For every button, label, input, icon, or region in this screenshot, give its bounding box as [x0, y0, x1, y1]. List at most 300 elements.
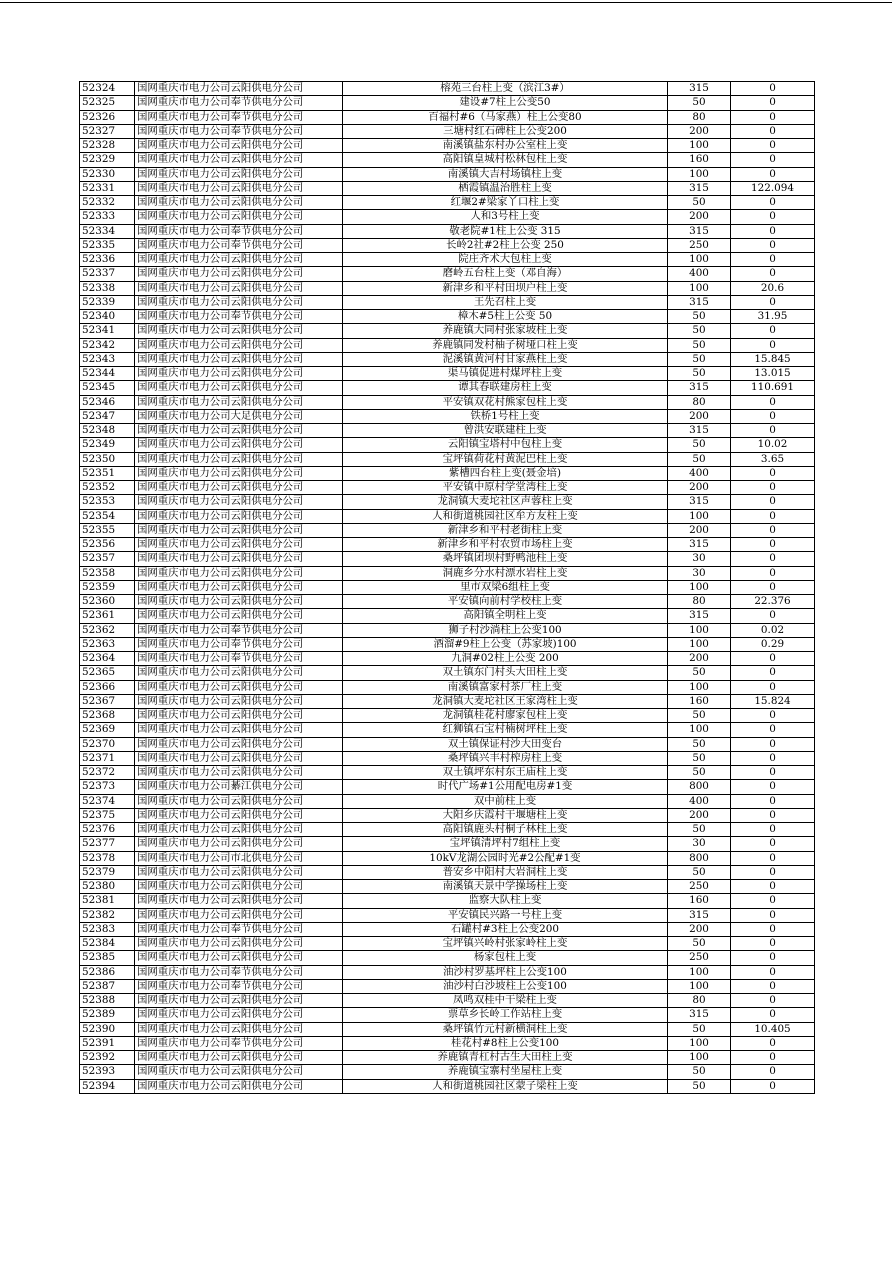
capacity-cell: 200 [668, 808, 731, 822]
capacity-cell: 400 [668, 466, 731, 480]
transformer-name-cell: 龙洞镇大麦坨社区王家湾柱上变 [343, 694, 668, 708]
table-row [80, 523, 815, 537]
row-id-cell: 52370 [80, 737, 135, 751]
value-cell: 0 [731, 1065, 815, 1079]
company-name-cell: 国网重庆市电力公司云阳供电分公司 [135, 210, 343, 224]
row-id-cell: 52326 [80, 110, 135, 124]
transformer-name-cell: 紫槽四台柱上变(聂金培) [343, 466, 668, 480]
transformer-name-cell: 樟木#5柱上公变 50 [343, 310, 668, 324]
table-row [80, 267, 815, 281]
company-name-cell: 国网重庆市电力公司云阳供电分公司 [135, 253, 343, 267]
company-name-cell: 国网重庆市电力公司云阳供电分公司 [135, 894, 343, 908]
table-row [80, 1065, 815, 1079]
transformer-name-cell: 百福村#6（马家燕）柱上公变80 [343, 110, 668, 124]
row-id-cell: 52365 [80, 666, 135, 680]
value-cell: 0 [731, 1079, 815, 1093]
capacity-cell: 100 [668, 580, 731, 594]
value-cell: 110.691 [731, 381, 815, 395]
value-cell: 0 [731, 794, 815, 808]
company-name-cell: 国网重庆市电力公司云阳供电分公司 [135, 566, 343, 580]
table-row [80, 951, 815, 965]
table-row [80, 338, 815, 352]
transformer-name-cell: 油沙村白沙坡柱上公变100 [343, 979, 668, 993]
row-id-cell: 52375 [80, 808, 135, 822]
capacity-cell: 50 [668, 438, 731, 452]
row-id-cell: 52363 [80, 637, 135, 651]
company-name-cell: 国网重庆市电力公司云阳供电分公司 [135, 951, 343, 965]
company-name-cell: 国网重庆市电力公司云阳供电分公司 [135, 880, 343, 894]
capacity-cell: 80 [668, 595, 731, 609]
row-id-cell: 52367 [80, 694, 135, 708]
company-name-cell: 国网重庆市电力公司云阳供电分公司 [135, 438, 343, 452]
company-name-cell: 国网重庆市电力公司奉节供电分公司 [135, 224, 343, 238]
capacity-cell: 315 [668, 181, 731, 195]
capacity-cell: 100 [668, 965, 731, 979]
value-cell: 0 [731, 609, 815, 623]
capacity-cell: 50 [668, 937, 731, 951]
company-name-cell: 国网重庆市电力公司云阳供电分公司 [135, 295, 343, 309]
table-row [80, 295, 815, 309]
transformer-name-cell: 泥溪镇黄河村甘家燕柱上变 [343, 352, 668, 366]
value-cell: 0 [731, 880, 815, 894]
table-row [80, 637, 815, 651]
capacity-cell: 100 [668, 167, 731, 181]
transformer-name-cell: 10kV龙湖公园时光#2公配#1变 [343, 851, 668, 865]
company-name-cell: 国网重庆市电力公司奉节供电分公司 [135, 124, 343, 138]
table-row [80, 623, 815, 637]
transformer-table [79, 81, 815, 1094]
table-row [80, 395, 815, 409]
transformer-name-cell: 平安镇中原村学堂湾柱上变 [343, 481, 668, 495]
value-cell: 0 [731, 196, 815, 210]
capacity-cell: 200 [668, 124, 731, 138]
table-row [80, 780, 815, 794]
transformer-name-cell: 桂花村#8柱上公变100 [343, 1036, 668, 1050]
company-name-cell: 国网重庆市电力公司云阳供电分公司 [135, 937, 343, 951]
company-name-cell: 国网重庆市电力公司奉节供电分公司 [135, 652, 343, 666]
table-row [80, 238, 815, 252]
capacity-cell: 160 [668, 694, 731, 708]
value-cell: 0 [731, 167, 815, 181]
company-name-cell: 国网重庆市电力公司市北供电分公司 [135, 851, 343, 865]
company-name-cell: 国网重庆市电力公司綦江供电分公司 [135, 780, 343, 794]
table-row [80, 153, 815, 167]
row-id-cell: 52334 [80, 224, 135, 238]
transformer-name-cell: 院庄齐术大包柱上变 [343, 253, 668, 267]
row-id-cell: 52346 [80, 395, 135, 409]
transformer-name-cell: 曾洪安联建柱上变 [343, 424, 668, 438]
value-cell: 0 [731, 253, 815, 267]
value-cell: 0 [731, 823, 815, 837]
table-row [80, 495, 815, 509]
company-name-cell: 国网重庆市电力公司奉节供电分公司 [135, 310, 343, 324]
transformer-name-cell: 铁桥1号柱上变 [343, 409, 668, 423]
transformer-name-cell: 长岭2社#2柱上公变 250 [343, 238, 668, 252]
table-row [80, 922, 815, 936]
capacity-cell: 250 [668, 238, 731, 252]
value-cell: 0 [731, 96, 815, 110]
row-id-cell: 52344 [80, 367, 135, 381]
row-id-cell: 52329 [80, 153, 135, 167]
transformer-name-cell: 九洞#02柱上公变 200 [343, 652, 668, 666]
row-id-cell: 52351 [80, 466, 135, 480]
row-id-cell: 52392 [80, 1051, 135, 1065]
capacity-cell: 160 [668, 894, 731, 908]
company-name-cell: 国网重庆市电力公司云阳供电分公司 [135, 865, 343, 879]
capacity-cell: 315 [668, 224, 731, 238]
row-id-cell: 52391 [80, 1036, 135, 1050]
value-cell: 0 [731, 837, 815, 851]
value-cell: 0 [731, 538, 815, 552]
company-name-cell: 国网重庆市电力公司奉节供电分公司 [135, 96, 343, 110]
row-id-cell: 52387 [80, 979, 135, 993]
capacity-cell: 200 [668, 409, 731, 423]
transformer-name-cell: 栖霞镇温治胜柱上变 [343, 181, 668, 195]
table-row [80, 424, 815, 438]
row-id-cell: 52357 [80, 552, 135, 566]
value-cell: 0 [731, 495, 815, 509]
transformer-name-cell: 监察大队柱上变 [343, 894, 668, 908]
table-row [80, 737, 815, 751]
table-row [80, 409, 815, 423]
table-row [80, 595, 815, 609]
table-row [80, 452, 815, 466]
transformer-name-cell: 狮子村沙淌柱上公变100 [343, 623, 668, 637]
transformer-name-cell: 洞鹿乡分水村漂水岩柱上变 [343, 566, 668, 580]
capacity-cell: 315 [668, 1008, 731, 1022]
capacity-cell: 315 [668, 381, 731, 395]
company-name-cell: 国网重庆市电力公司云阳供电分公司 [135, 281, 343, 295]
table-row [80, 766, 815, 780]
value-cell: 0 [731, 766, 815, 780]
value-cell: 0 [731, 994, 815, 1008]
table-row [80, 580, 815, 594]
transformer-name-cell: 酒溜#9柱上公变（苏家坡)100 [343, 637, 668, 651]
table-row [80, 894, 815, 908]
transformer-name-cell: 桑坪镇团坝村野鸭池柱上变 [343, 552, 668, 566]
capacity-cell: 100 [668, 139, 731, 153]
row-id-cell: 52336 [80, 253, 135, 267]
company-name-cell: 国网重庆市电力公司云阳供电分公司 [135, 338, 343, 352]
table-row [80, 96, 815, 110]
company-name-cell: 国网重庆市电力公司奉节供电分公司 [135, 238, 343, 252]
table-row [80, 310, 815, 324]
company-name-cell: 国网重庆市电力公司云阳供电分公司 [135, 709, 343, 723]
row-id-cell: 52350 [80, 452, 135, 466]
row-id-cell: 52385 [80, 951, 135, 965]
transformer-name-cell: 养鹿镇青杠村古生大田柱上变 [343, 1051, 668, 1065]
row-id-cell: 52343 [80, 352, 135, 366]
row-id-cell: 52333 [80, 210, 135, 224]
transformer-name-cell: 渠马镇促进村煤坪柱上变 [343, 367, 668, 381]
table-row [80, 552, 815, 566]
table-row [80, 880, 815, 894]
capacity-cell: 30 [668, 552, 731, 566]
table-row [80, 851, 815, 865]
transformer-name-cell: 云阳镇宝塔村中包柱上变 [343, 438, 668, 452]
company-name-cell: 国网重庆市电力公司奉节供电分公司 [135, 979, 343, 993]
row-id-cell: 52324 [80, 82, 135, 96]
table-row [80, 352, 815, 366]
transformer-name-cell: 敬老院#1柱上公变 315 [343, 224, 668, 238]
transformer-name-cell: 高阳镇全明柱上变 [343, 609, 668, 623]
capacity-cell: 50 [668, 737, 731, 751]
company-name-cell: 国网重庆市电力公司云阳供电分公司 [135, 196, 343, 210]
company-name-cell: 国网重庆市电力公司云阳供电分公司 [135, 466, 343, 480]
value-cell: 0 [731, 1008, 815, 1022]
capacity-cell: 200 [668, 210, 731, 224]
capacity-cell: 800 [668, 851, 731, 865]
capacity-cell: 100 [668, 637, 731, 651]
transformer-name-cell: 里市双梁6组柱上变 [343, 580, 668, 594]
company-name-cell: 国网重庆市电力公司云阳供电分公司 [135, 1051, 343, 1065]
company-name-cell: 国网重庆市电力公司云阳供电分公司 [135, 538, 343, 552]
table-row [80, 794, 815, 808]
value-cell: 0 [731, 110, 815, 124]
table-row [80, 1036, 815, 1050]
company-name-cell: 国网重庆市电力公司奉节供电分公司 [135, 637, 343, 651]
transformer-name-cell: 高阳镇皇城村松林包柱上变 [343, 153, 668, 167]
value-cell: 0 [731, 139, 815, 153]
capacity-cell: 50 [668, 823, 731, 837]
row-id-cell: 52377 [80, 837, 135, 851]
company-name-cell: 国网重庆市电力公司云阳供电分公司 [135, 1008, 343, 1022]
table-row [80, 1022, 815, 1036]
capacity-cell: 400 [668, 794, 731, 808]
row-id-cell: 52342 [80, 338, 135, 352]
capacity-cell: 200 [668, 922, 731, 936]
company-name-cell: 国网重庆市电力公司云阳供电分公司 [135, 181, 343, 195]
transformer-name-cell: 南溪镇盐东村办公室柱上变 [343, 139, 668, 153]
row-id-cell: 52337 [80, 267, 135, 281]
row-id-cell: 52361 [80, 609, 135, 623]
table-row [80, 694, 815, 708]
table-row [80, 666, 815, 680]
value-cell: 0 [731, 751, 815, 765]
value-cell: 0 [731, 865, 815, 879]
company-name-cell: 国网重庆市电力公司云阳供电分公司 [135, 495, 343, 509]
value-cell: 0 [731, 552, 815, 566]
row-id-cell: 52331 [80, 181, 135, 195]
value-cell: 0 [731, 1051, 815, 1065]
value-cell: 0 [731, 224, 815, 238]
transformer-name-cell: 双土镇坪东村东王庙柱上变 [343, 766, 668, 780]
row-id-cell: 52369 [80, 723, 135, 737]
capacity-cell: 315 [668, 295, 731, 309]
transformer-name-cell: 养鹿镇大同村张家坡柱上变 [343, 324, 668, 338]
table-row [80, 865, 815, 879]
transformer-name-cell: 平安镇向前村学校柱上变 [343, 595, 668, 609]
value-cell: 0 [731, 723, 815, 737]
row-id-cell: 52362 [80, 623, 135, 637]
table-row [80, 538, 815, 552]
transformer-name-cell: 龙洞镇桂花村廖家包柱上变 [343, 709, 668, 723]
value-cell: 0 [731, 267, 815, 281]
table-row [80, 723, 815, 737]
transformer-name-cell: 石罐村#3柱上公变200 [343, 922, 668, 936]
row-id-cell: 52394 [80, 1079, 135, 1093]
value-cell: 0 [731, 709, 815, 723]
value-cell: 0 [731, 965, 815, 979]
capacity-cell: 200 [668, 481, 731, 495]
capacity-cell: 50 [668, 865, 731, 879]
row-id-cell: 52339 [80, 295, 135, 309]
value-cell: 0 [731, 908, 815, 922]
value-cell: 0 [731, 466, 815, 480]
table-row [80, 979, 815, 993]
table-body [80, 82, 815, 1094]
row-id-cell: 52390 [80, 1022, 135, 1036]
capacity-cell: 250 [668, 951, 731, 965]
value-cell: 0 [731, 481, 815, 495]
company-name-cell: 国网重庆市电力公司云阳供电分公司 [135, 837, 343, 851]
company-name-cell: 国网重庆市电力公司云阳供电分公司 [135, 794, 343, 808]
table-row [80, 110, 815, 124]
value-cell: 122.094 [731, 181, 815, 195]
company-name-cell: 国网重庆市电力公司云阳供电分公司 [135, 509, 343, 523]
row-id-cell: 52366 [80, 680, 135, 694]
company-name-cell: 国网重庆市电力公司云阳供电分公司 [135, 908, 343, 922]
page-top-rule [0, 2, 892, 3]
table-row [80, 509, 815, 523]
capacity-cell: 100 [668, 723, 731, 737]
company-name-cell: 国网重庆市电力公司云阳供电分公司 [135, 609, 343, 623]
table-row [80, 1051, 815, 1065]
company-name-cell: 国网重庆市电力公司云阳供电分公司 [135, 523, 343, 537]
capacity-cell: 200 [668, 652, 731, 666]
value-cell: 0 [731, 951, 815, 965]
capacity-cell: 315 [668, 82, 731, 96]
transformer-name-cell: 时代广场#1公用配电房#1变 [343, 780, 668, 794]
row-id-cell: 52353 [80, 495, 135, 509]
company-name-cell: 国网重庆市电力公司云阳供电分公司 [135, 1065, 343, 1079]
transformer-name-cell: 双土镇保证村沙大田变台 [343, 737, 668, 751]
transformer-name-cell: 人和街道桃园社区牟方友柱上变 [343, 509, 668, 523]
capacity-cell: 50 [668, 352, 731, 366]
table-row [80, 823, 815, 837]
value-cell: 0 [731, 580, 815, 594]
transformer-name-cell: 王先召柱上变 [343, 295, 668, 309]
transformer-name-cell: 新津乡和平村农贸市场柱上变 [343, 538, 668, 552]
transformer-name-cell: 宝坪镇荷花村黄泥巴柱上变 [343, 452, 668, 466]
row-id-cell: 52354 [80, 509, 135, 523]
company-name-cell: 国网重庆市电力公司云阳供电分公司 [135, 823, 343, 837]
row-id-cell: 52347 [80, 409, 135, 423]
value-cell: 0 [731, 153, 815, 167]
value-cell: 0 [731, 737, 815, 751]
capacity-cell: 50 [668, 324, 731, 338]
row-id-cell: 52338 [80, 281, 135, 295]
table-row [80, 994, 815, 1008]
table-row [80, 167, 815, 181]
table-row [80, 324, 815, 338]
value-cell: 0 [731, 937, 815, 951]
transformer-name-cell: 谭其春联建房柱上变 [343, 381, 668, 395]
value-cell: 0 [731, 82, 815, 96]
company-name-cell: 国网重庆市电力公司奉节供电分公司 [135, 922, 343, 936]
capacity-cell: 800 [668, 780, 731, 794]
row-id-cell: 52360 [80, 595, 135, 609]
company-name-cell: 国网重庆市电力公司奉节供电分公司 [135, 965, 343, 979]
value-cell: 0 [731, 324, 815, 338]
transformer-name-cell: 养鹿镇宝寨村坐屋柱上变 [343, 1065, 668, 1079]
capacity-cell: 315 [668, 495, 731, 509]
capacity-cell: 50 [668, 709, 731, 723]
row-id-cell: 52340 [80, 310, 135, 324]
row-id-cell: 52349 [80, 438, 135, 452]
value-cell: 10.405 [731, 1022, 815, 1036]
capacity-cell: 80 [668, 994, 731, 1008]
company-name-cell: 国网重庆市电力公司云阳供电分公司 [135, 82, 343, 96]
row-id-cell: 52374 [80, 794, 135, 808]
capacity-cell: 50 [668, 666, 731, 680]
row-id-cell: 52356 [80, 538, 135, 552]
row-id-cell: 52341 [80, 324, 135, 338]
capacity-cell: 80 [668, 395, 731, 409]
row-id-cell: 52379 [80, 865, 135, 879]
value-cell: 0 [731, 395, 815, 409]
company-name-cell: 国网重庆市电力公司奉节供电分公司 [135, 623, 343, 637]
transformer-name-cell: 养鹿镇同发村柚子树垭口柱上变 [343, 338, 668, 352]
table-row [80, 609, 815, 623]
transformer-name-cell: 票草乡长岭工作站柱上变 [343, 1008, 668, 1022]
transformer-name-cell: 新津乡和平村老街柱上变 [343, 523, 668, 537]
row-id-cell: 52382 [80, 908, 135, 922]
company-name-cell: 国网重庆市电力公司云阳供电分公司 [135, 139, 343, 153]
value-cell: 31.95 [731, 310, 815, 324]
table-row [80, 808, 815, 822]
value-cell: 0 [731, 894, 815, 908]
company-name-cell: 国网重庆市电力公司云阳供电分公司 [135, 395, 343, 409]
transformer-name-cell: 红堰2#梁家丫口柱上变 [343, 196, 668, 210]
capacity-cell: 100 [668, 509, 731, 523]
company-name-cell: 国网重庆市电力公司云阳供电分公司 [135, 381, 343, 395]
transformer-name-cell: 南溪镇大吉村场镇柱上变 [343, 167, 668, 181]
value-cell: 0 [731, 566, 815, 580]
row-id-cell: 52364 [80, 652, 135, 666]
value-cell: 0 [731, 238, 815, 252]
transformer-name-cell: 杨家包柱上变 [343, 951, 668, 965]
value-cell: 0 [731, 680, 815, 694]
row-id-cell: 52376 [80, 823, 135, 837]
table-row [80, 837, 815, 851]
table-row [80, 381, 815, 395]
capacity-cell: 50 [668, 367, 731, 381]
table-row [80, 253, 815, 267]
company-name-cell: 国网重庆市电力公司云阳供电分公司 [135, 723, 343, 737]
company-name-cell: 国网重庆市电力公司奉节供电分公司 [135, 1036, 343, 1050]
transformer-name-cell: 人和3号柱上变 [343, 210, 668, 224]
capacity-cell: 50 [668, 196, 731, 210]
company-name-cell: 国网重庆市电力公司云阳供电分公司 [135, 680, 343, 694]
row-id-cell: 52384 [80, 937, 135, 951]
capacity-cell: 100 [668, 623, 731, 637]
value-cell: 15.824 [731, 694, 815, 708]
company-name-cell: 国网重庆市电力公司云阳供电分公司 [135, 481, 343, 495]
row-id-cell: 52335 [80, 238, 135, 252]
table-row [80, 466, 815, 480]
row-id-cell: 52383 [80, 922, 135, 936]
capacity-cell: 315 [668, 908, 731, 922]
capacity-cell: 100 [668, 1051, 731, 1065]
table-row [80, 751, 815, 765]
capacity-cell: 250 [668, 880, 731, 894]
transformer-name-cell: 油沙村罗基坪柱上公变100 [343, 965, 668, 979]
table-row [80, 908, 815, 922]
row-id-cell: 52372 [80, 766, 135, 780]
row-id-cell: 52348 [80, 424, 135, 438]
capacity-cell: 100 [668, 1036, 731, 1050]
